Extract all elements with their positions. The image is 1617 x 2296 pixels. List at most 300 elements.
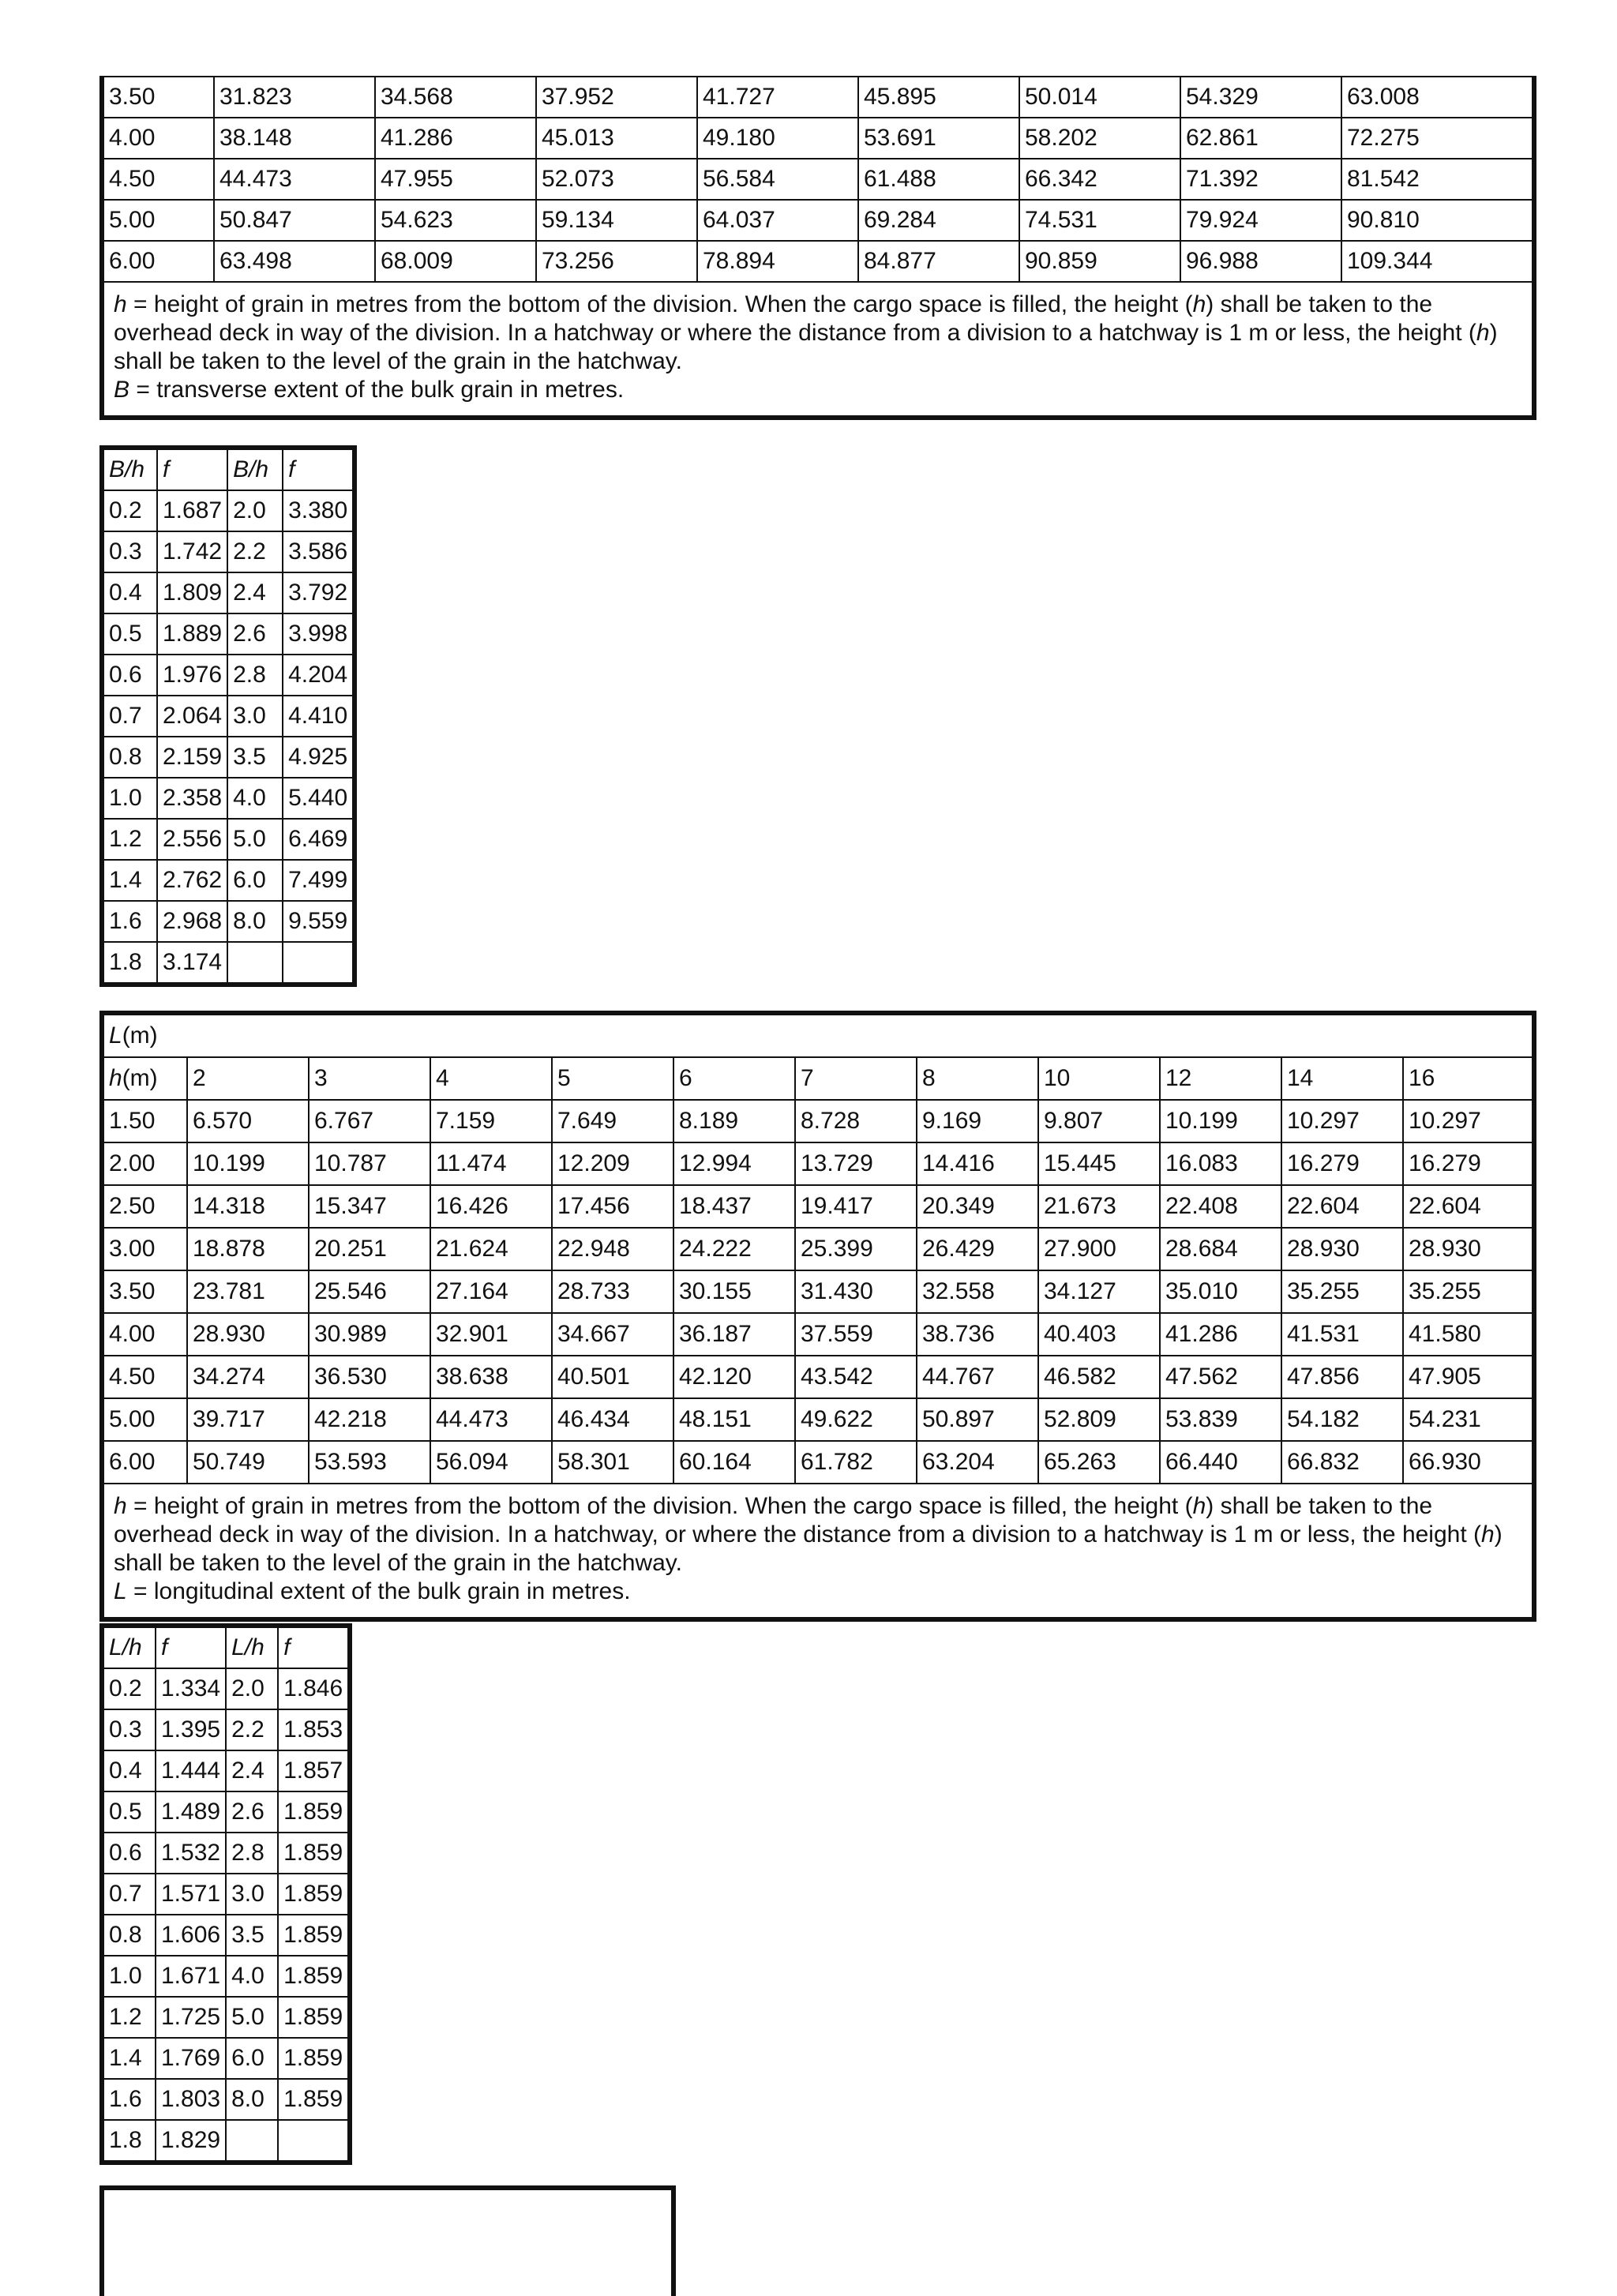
- table-row: [102, 860, 355, 901]
- table-cell: 2.4: [227, 572, 283, 613]
- table-cell: 66.832: [1281, 1441, 1403, 1484]
- table-cell: 2.6: [227, 613, 283, 655]
- table-cell: 36.530: [309, 1356, 430, 1398]
- table-cell: 1.395: [156, 1709, 226, 1750]
- table-cell: 4.410: [283, 696, 355, 737]
- table-cell: 0.5: [102, 613, 157, 655]
- table-cell: 30.155: [673, 1270, 795, 1313]
- table-cell: 47.562: [1160, 1356, 1281, 1398]
- table-cell: 1.2: [102, 1997, 156, 2038]
- table-cell: 35.255: [1403, 1270, 1534, 1313]
- table-cell: 20.251: [309, 1228, 430, 1270]
- table-row: [102, 1997, 350, 2038]
- table-cell: 23.781: [187, 1270, 309, 1313]
- table-cell: 44.767: [917, 1356, 1038, 1398]
- table-cell: 66.440: [1160, 1441, 1281, 1484]
- column-header: L/h: [102, 1626, 156, 1668]
- column-header: 2: [187, 1057, 309, 1100]
- table-title: L(m): [102, 1013, 1534, 1057]
- table-cell: 2.968: [157, 901, 227, 942]
- table-cell: 5.0: [226, 1997, 278, 2038]
- table-cell: 63.008: [1341, 77, 1534, 118]
- table-cell: 73.256: [536, 241, 697, 282]
- table-cell: 4.50: [102, 1356, 187, 1398]
- table-cell: 6.767: [309, 1100, 430, 1142]
- table-cell: [227, 942, 283, 985]
- table-cell: 3.5: [226, 1915, 278, 1956]
- table-cell: 64.037: [697, 200, 858, 241]
- column-header: 7: [795, 1057, 917, 1100]
- table-row: [102, 531, 355, 572]
- table-cell: 11.474: [430, 1142, 552, 1185]
- table-cell: 1.859: [278, 1791, 350, 1833]
- table-cell: 41.286: [375, 118, 536, 159]
- table-cell: 1.846: [278, 1668, 350, 1709]
- table-cell: 3.586: [283, 531, 355, 572]
- table-cell: 1.859: [278, 1956, 350, 1997]
- table-cell: 2.0: [227, 490, 283, 531]
- table-cell: 32.901: [430, 1313, 552, 1356]
- column-header: 6: [673, 1057, 795, 1100]
- table-cell: 31.823: [214, 77, 375, 118]
- table-cell: 1.687: [157, 490, 227, 531]
- table-cell: 22.604: [1403, 1185, 1534, 1228]
- table-cell: 3.174: [157, 942, 227, 985]
- table-cell: 25.399: [795, 1228, 917, 1270]
- table-cell: 0.5: [102, 1791, 156, 1833]
- note-text: ) shall be taken to the level of the grain in the hatchway.: [114, 320, 1498, 374]
- table-cell: 34.568: [375, 77, 536, 118]
- table-cell: 0.3: [102, 531, 157, 572]
- table-cell: 0.2: [102, 490, 157, 531]
- table-cell: 1.4: [102, 2038, 156, 2079]
- table-cell: 10.297: [1281, 1100, 1403, 1142]
- table-cell: 54.182: [1281, 1398, 1403, 1441]
- table-cell: 78.894: [697, 241, 858, 282]
- table-cell: 63.498: [214, 241, 375, 282]
- table-cell: 40.501: [552, 1356, 673, 1398]
- table-cell: 2.2: [226, 1709, 278, 1750]
- column-header: f: [278, 1626, 350, 1668]
- lh-factor-table: [99, 1623, 352, 2165]
- lh-factor-table-body: [102, 1668, 350, 2163]
- column-header: 14: [1281, 1057, 1403, 1100]
- table-cell: 1.769: [156, 2038, 226, 2079]
- table-cell: 1.742: [157, 531, 227, 572]
- table-cell: 34.127: [1038, 1270, 1160, 1313]
- table-cell: 1.6: [102, 2079, 156, 2120]
- table-cell: 1.571: [156, 1874, 226, 1915]
- note-text: ) shall be taken to the overhead deck in way of the division. In a hatchway, or where the distance from a division to a hatchway is 1 m or less, the height (: [114, 1493, 1482, 1548]
- table-cell: 1.334: [156, 1668, 226, 1709]
- table-cell: 66.930: [1403, 1441, 1534, 1484]
- table-cell: 3.5: [227, 737, 283, 778]
- table-cell: 53.691: [858, 118, 1019, 159]
- table-cell: [278, 2120, 350, 2163]
- table-cell: 14.416: [917, 1142, 1038, 1185]
- table-row: [102, 572, 355, 613]
- table-cell: 34.274: [187, 1356, 309, 1398]
- table-cell: 4.0: [226, 1956, 278, 1997]
- table-cell: 22.408: [1160, 1185, 1281, 1228]
- table-cell: 24.222: [673, 1228, 795, 1270]
- table-cell: 9.169: [917, 1100, 1038, 1142]
- table-cell: 41.580: [1403, 1313, 1534, 1356]
- table-row: [102, 1185, 1534, 1228]
- table-row: [102, 2120, 350, 2163]
- table-cell: 41.727: [697, 77, 858, 118]
- table-header-row: [102, 1626, 350, 1668]
- table-cell: 3.00: [102, 1228, 187, 1270]
- table-cell: 1.809: [157, 572, 227, 613]
- table-header-row: [102, 448, 355, 490]
- table-cell: 69.284: [858, 200, 1019, 241]
- table-cell: 1.853: [278, 1709, 350, 1750]
- table-row: [102, 901, 355, 942]
- column-header: h(m): [102, 1057, 187, 1100]
- table-cell: 0.2: [102, 1668, 156, 1709]
- table-cell: 1.859: [278, 2079, 350, 2120]
- table-cell: 72.275: [1341, 118, 1534, 159]
- table-cell: 1.829: [156, 2120, 226, 2163]
- table-cell: 7.649: [552, 1100, 673, 1142]
- table-cell: 2.8: [227, 655, 283, 696]
- table-cell: 1.859: [278, 1833, 350, 1874]
- table-cell: 1.803: [156, 2079, 226, 2120]
- table-cell: 12.994: [673, 1142, 795, 1185]
- table-cell: 2.556: [157, 819, 227, 860]
- table-row: [102, 778, 355, 819]
- table-cell: 37.952: [536, 77, 697, 118]
- table-cell: 43.542: [795, 1356, 917, 1398]
- table-cell: 48.151: [673, 1398, 795, 1441]
- table-row: [102, 200, 1534, 241]
- table-cell: 2.2: [227, 531, 283, 572]
- table-row: [102, 1313, 1534, 1356]
- table-cell: 68.009: [375, 241, 536, 282]
- table-cell: 38.148: [214, 118, 375, 159]
- table-cell: 4.00: [102, 1313, 187, 1356]
- table-cell: 2.6: [226, 1791, 278, 1833]
- table-cell: 18.437: [673, 1185, 795, 1228]
- table-cell: 7.499: [283, 860, 355, 901]
- table-row: [102, 819, 355, 860]
- table-row: [102, 2038, 350, 2079]
- table-cell: 52.809: [1038, 1398, 1160, 1441]
- table-cell: 1.2: [102, 819, 157, 860]
- table-cell: 21.673: [1038, 1185, 1160, 1228]
- table-cell: [283, 942, 355, 985]
- table-cell: 58.202: [1019, 118, 1180, 159]
- table-cell: 16.426: [430, 1185, 552, 1228]
- table-cell: 44.473: [214, 159, 375, 200]
- table-row: [102, 1356, 1534, 1398]
- table-cell: 16.083: [1160, 1142, 1281, 1185]
- table-row: [102, 77, 1534, 118]
- table-row: [102, 1915, 350, 1956]
- table-cell: 1.50: [102, 1100, 187, 1142]
- column-header: f: [156, 1626, 226, 1668]
- table-cell: 79.924: [1180, 200, 1341, 241]
- table-note: [102, 282, 1534, 418]
- table-cell: 2.0: [226, 1668, 278, 1709]
- table-cell: 1.532: [156, 1833, 226, 1874]
- table-row: [102, 655, 355, 696]
- note-text: = transverse extent of the bulk grain in metres.: [129, 377, 625, 403]
- table-row: [102, 1791, 350, 1833]
- table-cell: 10.787: [309, 1142, 430, 1185]
- column-header: 8: [917, 1057, 1038, 1100]
- table-cell: 56.094: [430, 1441, 552, 1484]
- table-cell: 9.559: [283, 901, 355, 942]
- table-cell: 21.624: [430, 1228, 552, 1270]
- table-cell: 2.4: [226, 1750, 278, 1791]
- note-text: = height of grain in metres from the bottom of the division. When the cargo space is filled, the height (: [126, 1493, 1193, 1519]
- table-cell: 8.0: [227, 901, 283, 942]
- note-b-symbol: B: [114, 377, 130, 403]
- table-cell: 0.6: [102, 655, 157, 696]
- table-note-row: [102, 1484, 1534, 1619]
- table-cell: 96.988: [1180, 241, 1341, 282]
- table-cell: 50.749: [187, 1441, 309, 1484]
- table-cell: 35.010: [1160, 1270, 1281, 1313]
- table-cell: 28.733: [552, 1270, 673, 1313]
- bh-factor-table-body: [102, 490, 355, 985]
- table-cell: 3.50: [102, 1270, 187, 1313]
- table-cell: 7.159: [430, 1100, 552, 1142]
- table-cell: 30.989: [309, 1313, 430, 1356]
- table-cell: 4.50: [102, 159, 214, 200]
- note-text: ) shall be taken to the overhead deck in way of the division. In a hatchway or where the distance from a division to a hatchway is 1 m or less, the height (: [114, 291, 1476, 346]
- table-cell: 1.889: [157, 613, 227, 655]
- note-h-symbol: h: [114, 1493, 127, 1519]
- table-cell: 38.736: [917, 1313, 1038, 1356]
- column-header: 4: [430, 1057, 552, 1100]
- table-header-row: [102, 1057, 1534, 1100]
- table-row: [102, 118, 1534, 159]
- table-cell: 3.998: [283, 613, 355, 655]
- table-cell: 62.861: [1180, 118, 1341, 159]
- table-cell: 1.489: [156, 1791, 226, 1833]
- note-h-symbol: h: [1481, 1521, 1495, 1548]
- table-cell: 14.318: [187, 1185, 309, 1228]
- table-cell: 3.0: [227, 696, 283, 737]
- table-cell: 54.231: [1403, 1398, 1534, 1441]
- table-cell: 81.542: [1341, 159, 1534, 200]
- table-cell: 1.444: [156, 1750, 226, 1791]
- table-row: [102, 1100, 1534, 1142]
- table-cell: 1.8: [102, 2120, 156, 2163]
- table-cell: 6.00: [102, 1441, 187, 1484]
- table-cell: 1.859: [278, 1874, 350, 1915]
- note-h-symbol: h: [1192, 1493, 1206, 1519]
- transverse-moment-table: [99, 76, 1536, 420]
- table-cell: 50.897: [917, 1398, 1038, 1441]
- table-row: [102, 1228, 1534, 1270]
- table-note: [102, 1484, 1534, 1619]
- table-cell: 34.667: [552, 1313, 673, 1356]
- table-cell: 84.877: [858, 241, 1019, 282]
- table-cell: 1.0: [102, 778, 157, 819]
- table-cell: 18.878: [187, 1228, 309, 1270]
- note-h-symbol: h: [1476, 320, 1490, 346]
- table-cell: 17.456: [552, 1185, 673, 1228]
- column-header: B/h: [102, 448, 157, 490]
- table-cell: 50.014: [1019, 77, 1180, 118]
- table-cell: 26.429: [917, 1228, 1038, 1270]
- table-cell: 0.4: [102, 572, 157, 613]
- table-cell: 58.301: [552, 1441, 673, 1484]
- table-cell: 20.349: [917, 1185, 1038, 1228]
- table-cell: 28.684: [1160, 1228, 1281, 1270]
- table-cell: 5.00: [102, 1398, 187, 1441]
- table-cell: 2.00: [102, 1142, 187, 1185]
- table-cell: 0.4: [102, 1750, 156, 1791]
- table-row: [102, 1668, 350, 1709]
- table-cell: 3.792: [283, 572, 355, 613]
- table-cell: 1.857: [278, 1750, 350, 1791]
- column-header: 5: [552, 1057, 673, 1100]
- table-cell: 1.976: [157, 655, 227, 696]
- table-cell: 65.263: [1038, 1441, 1160, 1484]
- column-header: 10: [1038, 1057, 1160, 1100]
- table-cell: 10.199: [187, 1142, 309, 1185]
- table-cell: 6.0: [227, 860, 283, 901]
- table-cell: 63.204: [917, 1441, 1038, 1484]
- table-cell: 6.00: [102, 241, 214, 282]
- table-cell: 13.729: [795, 1142, 917, 1185]
- column-header: L/h: [226, 1626, 278, 1668]
- table-row: [102, 1441, 1534, 1484]
- table-cell: 4.00: [102, 118, 214, 159]
- table-cell: 4.0: [227, 778, 283, 819]
- table-cell: 41.286: [1160, 1313, 1281, 1356]
- table-cell: 1.859: [278, 1997, 350, 2038]
- table-cell: 10.199: [1160, 1100, 1281, 1142]
- table-cell: 44.473: [430, 1398, 552, 1441]
- note-text: = longitudinal extent of the bulk grain in metres.: [126, 1578, 631, 1604]
- table-cell: 47.856: [1281, 1356, 1403, 1398]
- table-cell: 3.50: [102, 77, 214, 118]
- table-cell: 3.380: [283, 490, 355, 531]
- table-cell: 90.810: [1341, 200, 1534, 241]
- table-cell: 27.164: [430, 1270, 552, 1313]
- table-cell: 0.8: [102, 737, 157, 778]
- table-cell: 37.559: [795, 1313, 917, 1356]
- table-cell: 60.164: [673, 1441, 795, 1484]
- table-cell: 8.189: [673, 1100, 795, 1142]
- table-cell: 0.3: [102, 1709, 156, 1750]
- table-cell: 1.0: [102, 1956, 156, 1997]
- table-row: [102, 1398, 1534, 1441]
- table-cell: 49.180: [697, 118, 858, 159]
- table-cell: 109.344: [1341, 241, 1534, 282]
- table-cell: 1.859: [278, 2038, 350, 2079]
- table-cell: 22.948: [552, 1228, 673, 1270]
- table-cell: 45.013: [536, 118, 697, 159]
- table-cell: 0.7: [102, 696, 157, 737]
- table-row: [102, 490, 355, 531]
- note-l-symbol: L: [114, 1578, 127, 1604]
- table-cell: 15.347: [309, 1185, 430, 1228]
- table-cell: 12.209: [552, 1142, 673, 1185]
- table-row: [102, 1142, 1534, 1185]
- table-title-row: [102, 1013, 1534, 1057]
- longitudinal-moment-table: [99, 1011, 1536, 1622]
- table-cell: 1.4: [102, 860, 157, 901]
- table-cell: 74.531: [1019, 200, 1180, 241]
- table-cell: 53.593: [309, 1441, 430, 1484]
- table-cell: 10.297: [1403, 1100, 1534, 1142]
- table-cell: 47.955: [375, 159, 536, 200]
- table-cell: 1.671: [156, 1956, 226, 1997]
- table-cell: 39.717: [187, 1398, 309, 1441]
- table-cell: 54.329: [1180, 77, 1341, 118]
- table-cell: 4.925: [283, 737, 355, 778]
- table-cell: 8.0: [226, 2079, 278, 2120]
- table-cell: 9.807: [1038, 1100, 1160, 1142]
- table-cell: 90.859: [1019, 241, 1180, 282]
- table-row: [102, 1270, 1534, 1313]
- table-cell: 22.604: [1281, 1185, 1403, 1228]
- table-cell: 1.8: [102, 942, 157, 985]
- table-cell: 46.434: [552, 1398, 673, 1441]
- transverse-moment-table-body: [102, 77, 1534, 282]
- table-cell: 6.469: [283, 819, 355, 860]
- table-cell: 28.930: [1403, 1228, 1534, 1270]
- table-cell: 50.847: [214, 200, 375, 241]
- table-cell: 2.8: [226, 1833, 278, 1874]
- table-row: [102, 1833, 350, 1874]
- table-cell: 5.440: [283, 778, 355, 819]
- table-cell: 19.417: [795, 1185, 917, 1228]
- column-header: 16: [1403, 1057, 1534, 1100]
- table-cell: 3.0: [226, 1874, 278, 1915]
- table-row: [102, 1709, 350, 1750]
- table-cell: 5.00: [102, 200, 214, 241]
- table-cell: 66.342: [1019, 159, 1180, 200]
- table-cell: 59.134: [536, 200, 697, 241]
- table-row: [102, 737, 355, 778]
- table-cell: 42.218: [309, 1398, 430, 1441]
- column-header: 12: [1160, 1057, 1281, 1100]
- table-cell: 15.445: [1038, 1142, 1160, 1185]
- note-text: ) shall be taken to the level of the grain in the hatchway.: [114, 1521, 1503, 1576]
- column-header: B/h: [227, 448, 283, 490]
- table-cell: 4.204: [283, 655, 355, 696]
- table-row: [102, 696, 355, 737]
- table-cell: 28.930: [187, 1313, 309, 1356]
- column-header: f: [157, 448, 227, 490]
- longitudinal-moment-table-body: [102, 1100, 1534, 1484]
- note-h-symbol: h: [114, 291, 127, 317]
- table-cell: 35.255: [1281, 1270, 1403, 1313]
- table-cell: 0.6: [102, 1833, 156, 1874]
- table-cell: 31.430: [795, 1270, 917, 1313]
- table-cell: 2.159: [157, 737, 227, 778]
- table-note-row: [102, 282, 1534, 418]
- table-cell: 52.073: [536, 159, 697, 200]
- table-cell: 25.546: [309, 1270, 430, 1313]
- table-cell: 42.120: [673, 1356, 795, 1398]
- table-cell: 16.279: [1403, 1142, 1534, 1185]
- table-row: [102, 942, 355, 985]
- table-cell: 6.570: [187, 1100, 309, 1142]
- table-cell: 38.638: [430, 1356, 552, 1398]
- table-cell: [226, 2120, 278, 2163]
- table-cell: 28.930: [1281, 1228, 1403, 1270]
- table-cell: 47.905: [1403, 1356, 1534, 1398]
